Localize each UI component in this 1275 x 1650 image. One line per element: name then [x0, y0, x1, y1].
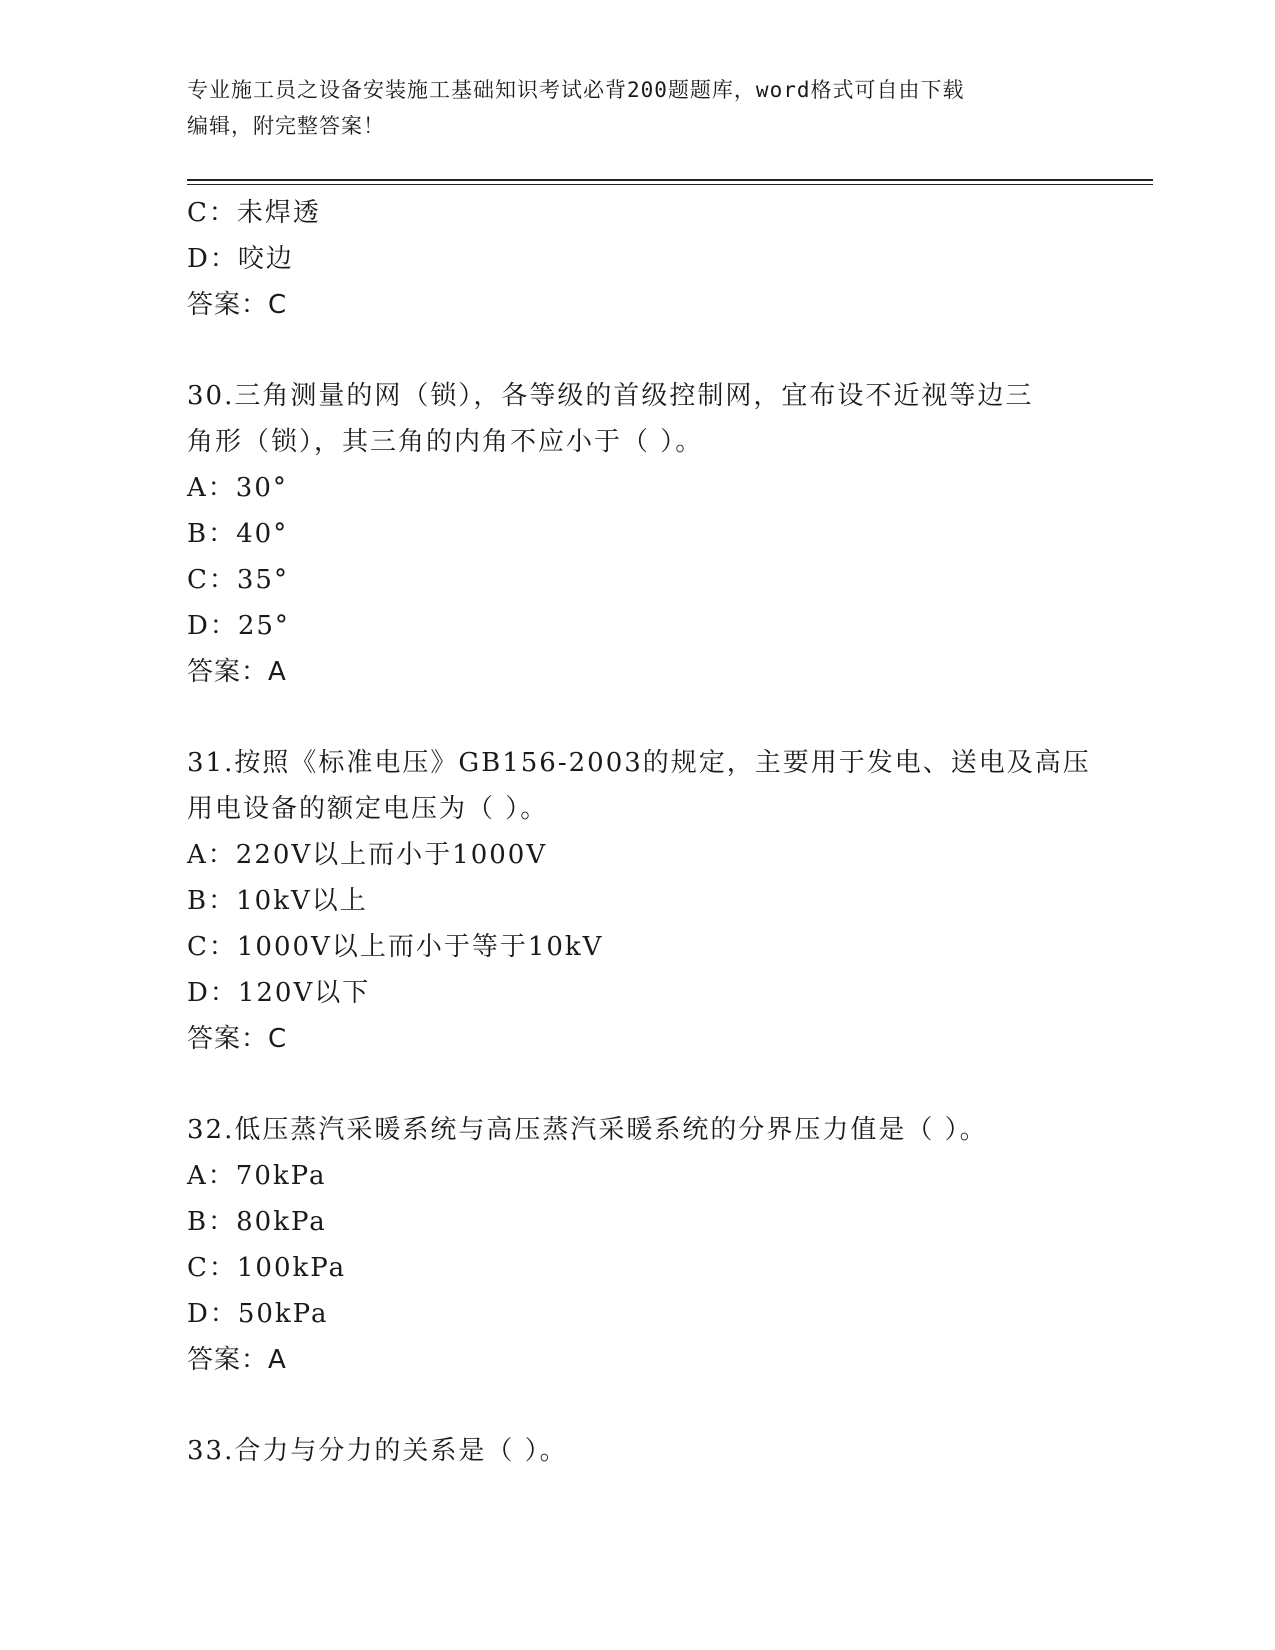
spacer — [187, 328, 1087, 373]
option-c: C：35° — [187, 565, 289, 595]
question-stem-line: 33.合力与分力的关系是（ ）。 — [187, 1436, 568, 1466]
question-stem-line: 用电设备的额定电压为（ ）。 — [187, 794, 549, 824]
question-31 — [187, 740, 1091, 1062]
option-d: D：50kPa — [187, 1299, 329, 1329]
answer-label: 答案：C — [187, 1024, 288, 1054]
option-d: D：咬边 — [187, 244, 294, 274]
option-a: A：70kPa — [187, 1161, 327, 1191]
question-32 — [187, 1107, 1087, 1383]
option-a: A：220V以上而小于1000V — [187, 840, 548, 870]
header-divider-thin — [187, 184, 1153, 185]
option-b: B：10kV以上 — [187, 886, 368, 916]
question-stem-line: 31.按照《标准电压》GB156-2003的规定，主要用于发电、送电及高压 — [187, 748, 1091, 778]
question-stem-line: 角形（锁），其三角的内角不应小于（ ）。 — [187, 427, 704, 457]
option-d: D：25° — [187, 611, 290, 641]
option-c: C：未焊透 — [187, 198, 321, 228]
spacer — [187, 695, 1087, 740]
option-b: B：40° — [187, 519, 289, 549]
question-stem-line: 30.三角测量的网（锁），各等级的首级控制网，宜布设不近视等边三 — [187, 381, 1034, 411]
question-33 — [187, 1428, 1087, 1474]
document-header — [187, 72, 1087, 144]
question-stem-line: 32.低压蒸汽采暖系统与高压蒸汽采暖系统的分界压力值是（ ）。 — [187, 1115, 988, 1145]
answer-label: 答案：A — [187, 657, 287, 687]
option-b: B：80kPa — [187, 1207, 327, 1237]
header-title-line-2: 编辑，附完整答案！ — [187, 114, 385, 138]
spacer — [187, 1383, 1087, 1428]
header-title-line-1: 专业施工员之设备安装施工基础知识考试必背200题题库，word格式可自由下载 — [187, 78, 965, 102]
spacer — [187, 1062, 1087, 1107]
option-d: D：120V以下 — [187, 978, 371, 1008]
option-c: C：100kPa — [187, 1253, 347, 1283]
header-divider-thick — [187, 179, 1153, 181]
answer-label: 答案：C — [187, 290, 288, 320]
option-c: C：1000V以上而小于等于10kV — [187, 932, 604, 962]
question-30 — [187, 373, 1087, 695]
answer-label: 答案：A — [187, 1345, 287, 1375]
option-a: A：30° — [187, 473, 288, 503]
previous-question-tail — [187, 190, 1087, 328]
question-list — [187, 190, 1091, 1474]
